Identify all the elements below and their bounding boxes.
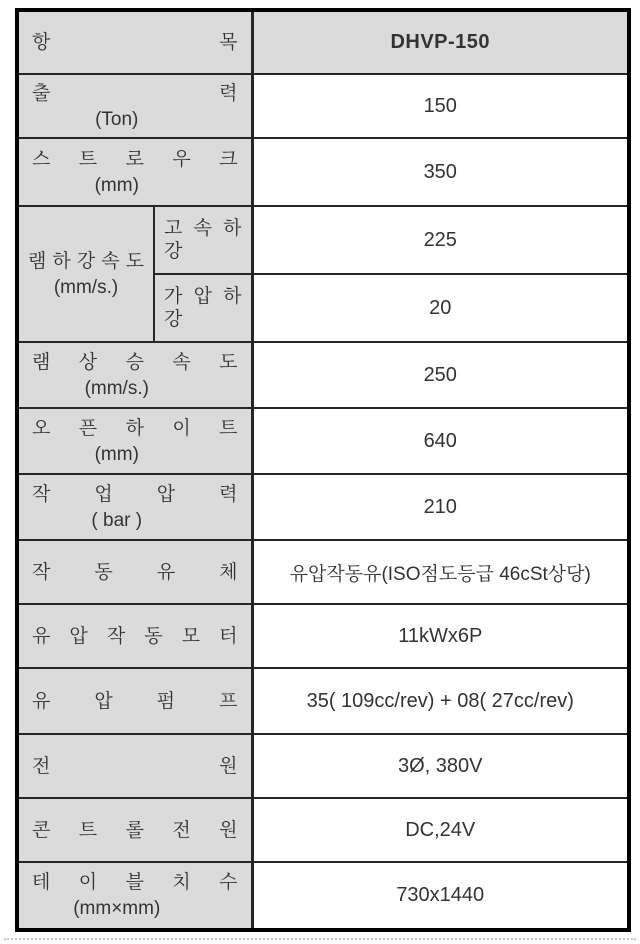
- ram-down-press-value: 20: [252, 274, 629, 342]
- row-ram-up-speed: [17, 342, 629, 408]
- table-size-label: 테 이 블 치 수: [32, 872, 238, 893]
- output-item-cell: [17, 74, 252, 138]
- row-working-pressure: [17, 474, 629, 540]
- row-power: [17, 734, 629, 798]
- power-item-cell: [17, 734, 252, 798]
- header-model-cell: [252, 10, 629, 74]
- working-pressure-label: 작 업 압 력: [32, 483, 238, 505]
- row-working-fluid: [17, 540, 629, 604]
- ram-up-speed-value: 250: [252, 342, 629, 408]
- ram-up-speed-item-cell: [17, 342, 252, 408]
- header-item-cell: [17, 10, 252, 74]
- hydraulic-motor-item-cell: [17, 604, 252, 668]
- table-size-item-cell: [17, 862, 252, 930]
- ram-down-speed-item-cell: [17, 206, 154, 342]
- power-label: 전 원: [32, 755, 238, 777]
- row-control-power: [17, 798, 629, 862]
- stroke-value: 350: [252, 138, 629, 206]
- output-unit: (Ton): [95, 108, 139, 130]
- stroke-unit: (mm): [94, 174, 139, 196]
- spec-table: [15, 8, 631, 932]
- working-fluid-value: 유압작동유(ISO점도등급 46cSt상당): [252, 540, 629, 604]
- hydraulic-pump-label: 유 압 펌 프: [32, 690, 238, 712]
- table-size-value: 730x1440: [252, 862, 629, 930]
- hydraulic-pump-item-cell: [17, 668, 252, 734]
- row-open-height: [17, 408, 629, 474]
- working-pressure-unit: ( bar ): [91, 509, 143, 531]
- output-value: 150: [252, 74, 629, 138]
- power-value: 3Ø, 380V: [252, 734, 629, 798]
- row-ram-down-fast: [17, 206, 629, 274]
- header-row: [17, 10, 629, 74]
- output-label: 출 력: [32, 82, 238, 104]
- row-stroke: [17, 138, 629, 206]
- stroke-label: 스 트 로 우 크: [32, 148, 238, 170]
- ram-down-press-label: 가 압 하 강: [164, 286, 242, 330]
- open-height-item-cell: [17, 408, 252, 474]
- ram-down-fast-label: 고 속 하 강: [164, 218, 242, 262]
- control-power-value: DC,24V: [252, 798, 629, 862]
- working-fluid-item-cell: [17, 540, 252, 604]
- row-hydraulic-pump: [17, 668, 629, 734]
- stroke-item-cell: [17, 138, 252, 206]
- row-output: [17, 74, 629, 138]
- ram-down-speed-unit: (mm/s.): [53, 276, 119, 298]
- open-height-unit: (mm): [94, 443, 139, 465]
- working-pressure-item-cell: [17, 474, 252, 540]
- control-power-item-cell: [17, 798, 252, 862]
- table-size-unit: (mm×mm): [73, 898, 161, 919]
- ram-down-fast-item-cell: [154, 206, 252, 274]
- page-edge-artifact: [4, 938, 636, 940]
- hydraulic-motor-label: 유 압 작 동 모 터: [32, 625, 238, 647]
- hydraulic-motor-value: 11kWx6P: [252, 604, 629, 668]
- row-hydraulic-motor: [17, 604, 629, 668]
- ram-down-press-item-cell: [154, 274, 252, 342]
- ram-down-fast-value: 225: [252, 206, 629, 274]
- working-pressure-value: 210: [252, 474, 629, 540]
- row-table-size: [17, 862, 629, 930]
- open-height-label: 오 픈 하 이 트: [32, 417, 238, 439]
- ram-down-speed-label: 램 하 강 속 도: [28, 250, 144, 272]
- control-power-label: 콘 트 롤 전 원: [32, 819, 238, 841]
- ram-up-speed-label: 램 상 승 속 도: [32, 351, 238, 373]
- working-fluid-label: 작 동 유 체: [32, 561, 238, 583]
- hydraulic-pump-value: 35( 109cc/rev) + 08( 27cc/rev): [252, 668, 629, 734]
- model-name: DHVP-150: [390, 31, 491, 53]
- header-item-label: 항 목: [32, 32, 238, 53]
- ram-up-speed-unit: (mm/s.): [84, 377, 149, 399]
- open-height-value: 640: [252, 408, 629, 474]
